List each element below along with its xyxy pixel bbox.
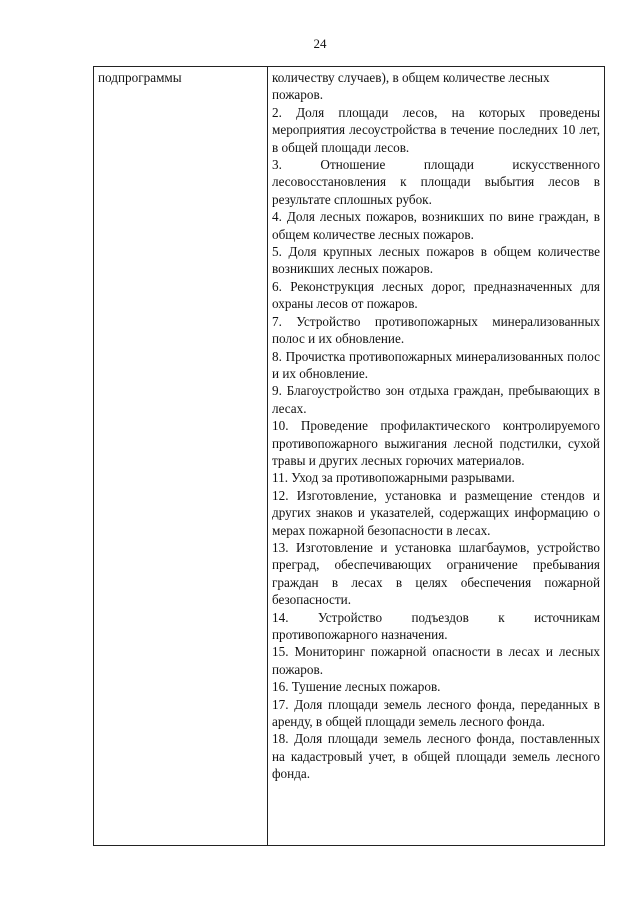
indicator-item: 14. Устройство подъездов к источникам противопожарного назначения. — [272, 609, 600, 642]
indicator-item: количеству случаев), в общем количестве лесных пожаров. — [272, 70, 550, 103]
indicator-item: 5. Доля крупных лесных пожаров в общем количестве возникших лесных пожаров. — [272, 244, 600, 277]
indicator-item: 17. Доля площади земель лесного фонда, переданных в аренду, в общей площади земель лесного фонда. — [272, 696, 600, 730]
indicator-item: 12. Изготовление, установка и размещение стендов и других знаков и указателей, содержащих информацию о мерах пожарной безопасности в лесах. — [272, 487, 600, 538]
indicator-item: 9. Благоустройство зон отдыха граждан, пребывающих в лесах. — [272, 383, 600, 416]
indicator-item: 6. Реконструкция лесных дорог, предназначенных для охраны лесов от пожаров. — [272, 278, 600, 312]
indicator-item: 18. Доля площади земель лесного фонда, поставленных на кадастровый учет, в общей площади земель лесного фонда. — [272, 731, 600, 782]
indicator-item: 4. Доля лесных пожаров, возникших по вине граждан, в общем количестве лесных пожаров. — [272, 209, 600, 242]
indicator-item: 2. Доля площади лесов, на которых проведены мероприятия лесоустройства в течение последних 10 лет, в общей площади лесов. — [272, 104, 600, 155]
indicator-item: 3. Отношение площади искусственного лесовосстановления к площади выбытия лесов в результате сплошных рубок. — [272, 157, 600, 207]
indicator-item: 11. Уход за противопожарными разрывами. — [272, 470, 515, 486]
page-number: 24 — [313, 36, 327, 51]
indicator-item: 16. Тушение лесных пожаров. — [272, 679, 441, 695]
indicator-item: 13. Изготовление и установка шлагбаумов, устройство преград, обеспечивающих ограничение пребывания граждан в лесах в целях обеспечения пожарной безопасности. — [272, 539, 600, 608]
indicator-item: 15. Мониторинг пожарной опасности в лесах и лесных пожаров. — [272, 644, 600, 677]
table-right-cell — [268, 67, 604, 845]
program-table — [93, 66, 605, 846]
subprogram-label: подпрограммы — [98, 70, 182, 85]
table-left-cell — [94, 67, 268, 845]
indicator-item: 8. Прочистка противопожарных минерализованных полос и их обновление. — [272, 348, 600, 381]
indicator-item: 7. Устройство противопожарных минерализованных полос и их обновление. — [272, 313, 600, 347]
indicator-item: 10. Проведение профилактического контролируемого противопожарного выжигания лесной подстилки, сухой травы и других лесных горючих материалов. — [272, 418, 600, 468]
